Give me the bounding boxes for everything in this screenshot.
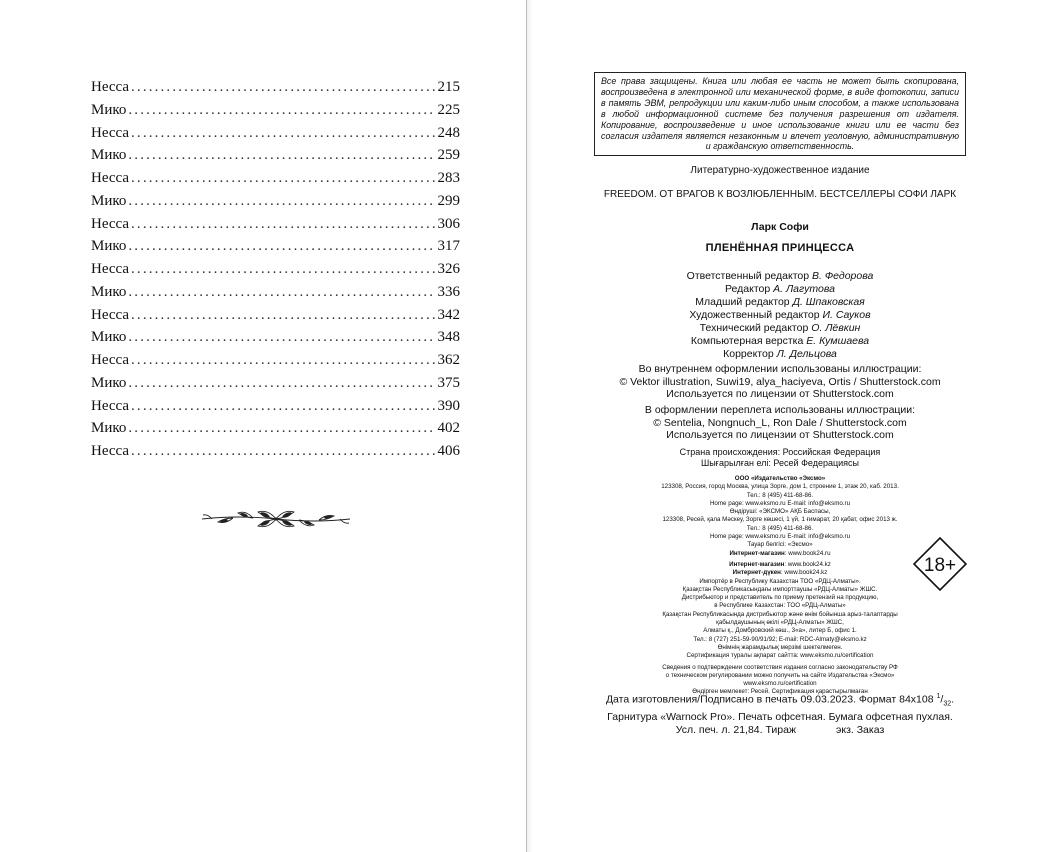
conformity-3: www.eksmo.ru/certification [743, 680, 817, 688]
credit-line [560, 322, 1000, 335]
toc-page-number: 348 [437, 329, 460, 346]
toc-page-number: 390 [437, 397, 460, 414]
author-name: Ларк Софи [751, 221, 809, 233]
conformity-2: о техническом регулировании можно получить на сайте Издательства «Эксмо» [665, 671, 895, 679]
toc-row [91, 122, 460, 145]
country-of-origin [560, 447, 1000, 469]
imprint-line-3: Усл. печ. л. 21,84. Тираж экз. Заказ [675, 723, 885, 736]
toc-row [91, 235, 460, 258]
toc-leader-dots [131, 395, 435, 418]
toc-chapter-title: Несса [91, 306, 130, 323]
toc-row [91, 167, 460, 190]
toc-leader-dots [128, 144, 435, 167]
inner-illustrations-license: Используется по лицензии от Shutterstock.com [666, 388, 894, 400]
inner-illustrations-heading: Во внутреннем оформлении использованы иллюстрации: [638, 363, 922, 375]
toc-page-number: 283 [437, 170, 460, 186]
imprint-line-2: Гарнитура «Warnock Pro». Печать офсетная. Бумага офсетная пухлая. [607, 710, 953, 723]
toc-chapter-title: Мико [91, 192, 127, 209]
credit-role: Компьютерная верстка [690, 335, 804, 347]
credit-line [560, 296, 1000, 309]
toc-page-number: 259 [437, 147, 460, 164]
cover-illustrations-authors: © Sentelia, Nongnuch_L, Ron Dale / Shutterstock.com [653, 416, 907, 429]
credit-name: О. Лёвкин [811, 322, 861, 334]
credit-name: А. Лагутова [773, 283, 835, 295]
toc-chapter-title: Несса [91, 124, 130, 141]
cert-site: Сертификация туралы ақпарат сайтта: www.eksmo.ru/certification [686, 652, 874, 660]
toc-chapter-title: Мико [91, 238, 127, 255]
toc-row [91, 395, 460, 418]
credit-line [560, 348, 1000, 361]
shop-kz-local: Интернет-дүкен: www.book24.kz [732, 569, 828, 577]
toc-row [91, 349, 460, 372]
conformity: Сведения о подтверждении соответствия издания согласно законодательству РФ [662, 663, 898, 671]
origin-kz: Өндірген мемлекет: Ресей. Сертификация қарастырылмаған [692, 688, 868, 696]
toc-chapter-title: Несса [91, 261, 130, 277]
toc-row [91, 417, 460, 440]
credit-name: И. Сауков [822, 309, 871, 321]
credit-role: Редактор [725, 283, 771, 295]
toc-row [91, 372, 460, 395]
toc-page-number: 342 [437, 306, 460, 323]
toc-page-number: 317 [437, 238, 460, 255]
toc-leader-dots [128, 235, 435, 258]
distributor-kz-2: қабылдаушының өкілі «РДЦ-Алматы» ЖШС, [716, 619, 844, 627]
toc-row [91, 144, 460, 167]
inner-illustrations-credits [560, 363, 1000, 401]
distributor-address: Алматы қ., Домбровский көш., 3«а», литер Б, офис 1. [703, 627, 857, 635]
toc-chapter-title: Мико [91, 374, 127, 391]
cover-illustrations-license: Используется по лицензии от Shutterstock.com [666, 429, 894, 441]
gutter-shadow [527, 0, 533, 852]
toc-page-number: 306 [437, 215, 460, 232]
toc-chapter-title: Несса [91, 443, 130, 459]
toc-leader-dots [128, 190, 435, 213]
print-imprint [560, 690, 1000, 737]
toc-chapter-title: Мико [91, 329, 127, 346]
credit-line [560, 335, 1000, 348]
toc-page-number: 336 [437, 283, 460, 300]
toc-chapter-title: Несса [91, 397, 130, 414]
toc-page-number: 225 [437, 101, 460, 118]
distributor-kz: Қазақстан Республикасында дистрибьютор және өнім бойынша арыз-талаптарды [662, 610, 898, 618]
toc-row [91, 326, 460, 349]
publisher-name: ООО «Издательство «Эксмо» [734, 475, 826, 482]
toc-leader-dots [131, 122, 435, 145]
toc-leader-dots [131, 167, 435, 190]
shop-ru: Интернет-магазин: www.book24.ru [729, 549, 831, 557]
toc-page-number: 326 [437, 261, 460, 277]
toc-row [91, 213, 460, 236]
toc-chapter-title: Несса [91, 79, 130, 95]
book-title: ПЛЕНЁННАЯ ПРИНЦЕССА [705, 242, 855, 254]
toc-leader-dots [128, 372, 435, 395]
toc-chapter-title: Несса [91, 170, 130, 186]
shelf-life: Өнімнің жарамдылық мерзімі шектелмеген. [717, 643, 843, 651]
inner-illustrations-authors: © Vektor illustration, Suwi19, alya_haciyeva, Ortis / Shutterstock.com [619, 375, 941, 388]
credit-name: Е. Кумшаева [806, 335, 870, 347]
importer: Импортёр в Республику Казахстан ТОО «РДЦ-Алматы». [699, 577, 861, 585]
credit-role: Ответственный редактор [686, 270, 810, 282]
toc-leader-dots [131, 304, 435, 327]
toc-page-number: 248 [437, 124, 460, 141]
credit-role: Корректор [723, 348, 774, 360]
publisher-kz-tel: Тел.: 8 (495) 411-68-86. [746, 524, 814, 532]
toc-page-number: 362 [437, 352, 460, 368]
shop-kz: Интернет-магазин: www.book24.kz [729, 560, 831, 568]
publisher-kz-address: 123308, Ресей, қала Мәскеу, Зорге көшесі, 1 үй, 1 ғимарат, 20 қабат, офис 2013 ж. [662, 516, 898, 524]
imprint-line-1: Дата изготовления/Подписано в печать 09.03.2023. Формат 84x108 $^1/_{32}$. [605, 693, 955, 708]
toc-leader-dots [128, 281, 435, 304]
toc-chapter-title: Мико [91, 101, 127, 118]
country-ru: Страна происхождения: Российская Федерация [679, 447, 881, 457]
toc-row [91, 76, 460, 99]
toc-leader-dots [128, 99, 435, 122]
genre-label: Литературно-художественное издание [690, 165, 870, 176]
credit-line [560, 309, 1000, 322]
cover-illustrations-heading: В оформлении переплета использованы иллюстрации: [644, 404, 916, 416]
toc-row [91, 258, 460, 281]
toc-leader-dots [131, 76, 435, 99]
publisher-web: Home page: www.eksmo.ru E-mail: info@eksmo.ru [709, 499, 851, 507]
trademark: Тауар белгісі: «Эксмо» [747, 541, 813, 549]
country-kz: Шығарылған елі: Ресей Федерациясы [700, 458, 860, 468]
credit-name: Д. Шпаковская [792, 296, 865, 308]
toc-page-number: 406 [437, 443, 460, 459]
credit-line [560, 283, 1000, 296]
toc-page-number: 299 [437, 192, 460, 209]
copyright-notice: Все права защищены. Книга или любая ее часть не может быть скопирована, воспроизведена в электронной или механической форме, в виде фотокопии, записи в память ЭВМ, репродукции или каким-либо иным способом, а также использована в любой информационной системе без получения разрешения от издателя. Копирование, воспроизведение и иное использование книги или ее части без согласия издателя является незаконным и влечет уголовную, административную и гражданскую ответственность. [594, 72, 966, 156]
toc-leader-dots [128, 326, 435, 349]
toc-chapter-title: Несса [91, 352, 130, 368]
credit-name: Л. Дельцова [776, 348, 837, 360]
publisher-kz-name: Өндіруші: «ЭКСМО» АҚБ Баспасы, [729, 508, 831, 516]
distributor: Дистрибьютор и представитель по приему претензий на продукцию, [681, 594, 879, 602]
publisher-kz-web: Home page: www.eksmo.ru E-mail: info@eksmo.ru [709, 533, 851, 541]
credit-role: Технический редактор [699, 322, 809, 334]
age-rating-badge [913, 537, 967, 591]
toc-leader-dots [131, 258, 435, 281]
distributor-2: в Республике Казахстан: ТОО «РДЦ-Алматы» [714, 602, 846, 610]
table-of-contents [91, 76, 460, 463]
toc-chapter-title: Мико [91, 147, 127, 164]
toc-row [91, 99, 460, 122]
floral-divider-icon [198, 506, 354, 532]
toc-page-number: 215 [437, 79, 460, 95]
credit-role: Младший редактор [695, 296, 790, 308]
importer-kz: Қазақстан Республикасындағы импорттаушы «РДЦ-Алматы» ЖШС. [682, 585, 878, 593]
toc-page-number: 375 [437, 374, 460, 391]
publisher-tel: Тел.: 8 (495) 411-68-86. [746, 491, 814, 499]
credit-role: Художественный редактор [689, 309, 820, 321]
series-title: FREEDOM. ОТ ВРАГОВ К ВОЗЛЮБЛЕННЫМ. БЕСТСЕЛЛЕРЫ СОФИ ЛАРК [603, 189, 957, 200]
cover-illustrations-credits [560, 404, 1000, 442]
age-rating-text: 18+ [923, 555, 957, 576]
toc-row [91, 440, 460, 463]
publisher-address: 123308, Россия, город Москва, улица Зорге, дом 1, строение 1, этаж 20, каб. 2013. [661, 483, 899, 491]
toc-leader-dots [128, 417, 435, 440]
toc-leader-dots [131, 349, 435, 372]
toc-page-number: 402 [437, 420, 460, 437]
toc-leader-dots [131, 440, 435, 463]
credit-name: В. Федорова [812, 270, 874, 282]
toc-leader-dots [131, 213, 435, 236]
toc-row [91, 190, 460, 213]
credit-line [560, 270, 1000, 283]
toc-row [91, 281, 460, 304]
toc-chapter-title: Несса [91, 215, 130, 232]
toc-chapter-title: Мико [91, 420, 127, 437]
toc-row [91, 304, 460, 327]
credits-list [560, 270, 1000, 361]
toc-chapter-title: Мико [91, 283, 127, 300]
distributor-tel: Тел.: 8 (727) 251-59-90/91/92; E-mail: RDC-Almaty@eksmo.kz [693, 635, 867, 643]
